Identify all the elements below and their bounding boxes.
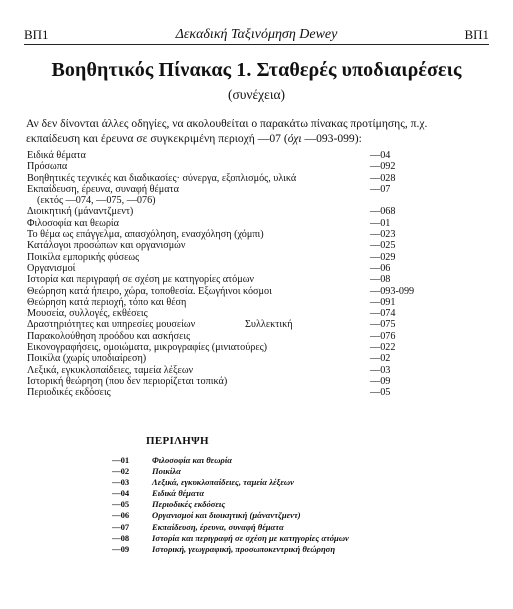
- table-row: [27, 365, 447, 376]
- table-row: [27, 274, 447, 285]
- summary-code: —07: [112, 521, 130, 532]
- entry-text: Μουσεία, συλλογές, εκθέσεις: [27, 308, 148, 320]
- entry-text: Εκπαίδευση, έρευνα, συναφή θέματα: [27, 183, 179, 195]
- table-row: [27, 286, 447, 297]
- entry-text: Οργανισμοί: [27, 262, 76, 274]
- summary-code: —09: [112, 543, 130, 554]
- summary-code: —03: [112, 477, 130, 488]
- entry-text: Περιοδικές εκδόσεις: [27, 387, 111, 399]
- entry-code: —092: [370, 161, 396, 173]
- summary-desc: Ποικίλα: [152, 466, 181, 477]
- entry-code: —01: [370, 217, 391, 229]
- summary-code: —02: [112, 466, 130, 477]
- table-row: [27, 331, 447, 342]
- entry-text: (εκτός —074, —075, —076): [37, 195, 156, 207]
- intro-line-2-italic: όχι: [287, 132, 302, 145]
- summary-desc: Φιλοσοφία και θεωρία: [152, 455, 232, 465]
- entry-text: Ιστορία και περιγραφή σε σχέση με κατηγορίες ατόμων: [27, 274, 255, 286]
- summary-desc: Ιστορική, γεωγραφική, προσωποκεντρική θεώρηση: [152, 543, 336, 554]
- summary-desc: Ειδικά θέματα: [152, 488, 205, 499]
- entry-text: Θεώρηση κατά ήπειρο, χώρα, τοποθεσία. Εξωγήινοι κόσμοι: [27, 285, 272, 297]
- table-row: [27, 376, 447, 387]
- table-row: [27, 173, 447, 184]
- table-row: [27, 263, 447, 274]
- entry-text: Κατάλογοι προσώπων και οργανισμών: [27, 240, 186, 252]
- entry-code: —075: [370, 319, 396, 331]
- entry-code: —093-099: [370, 285, 415, 297]
- page-title: Βοηθητικός Πίνακας 1. Σταθερές υποδιαιρέσεις: [51, 59, 462, 81]
- table-row: [27, 150, 447, 161]
- table-row: [27, 161, 447, 172]
- entry-code: —02: [370, 353, 391, 365]
- entry-code: —06: [370, 262, 391, 274]
- entry-code: —07: [370, 183, 391, 195]
- entry-note: Συλλεκτική: [245, 319, 293, 331]
- intro-line-2-start: εκπαίδευση και έρευνα σε συγκεκριμένη περιοχή —07 (: [26, 132, 288, 145]
- entry-code: —08: [370, 274, 391, 286]
- summary-code: —08: [112, 532, 130, 543]
- running-header: [24, 27, 489, 43]
- header-left-code: ΒΠ1: [24, 27, 49, 42]
- entry-code: —028: [370, 172, 396, 184]
- entry-text: Διοικητική (μάναντζμεντ): [27, 206, 134, 218]
- summary-desc: Λεξικά, εγκυκλοπαίδειες, ταμεία λέξεων: [152, 477, 294, 488]
- summary-title: ΠΕΡΙΛΗΨΗ: [146, 435, 209, 447]
- page-subtitle: (συνέχεια): [227, 87, 286, 102]
- intro-paragraph: [26, 116, 496, 146]
- entry-code: —068: [370, 206, 396, 218]
- intro-line-1: Αν δεν δίνονται άλλες οδηγίες, να ακολουθείται ο παρακάτω πίνακας προτίμησης, π.χ.: [26, 117, 428, 130]
- entry-code: —04: [370, 150, 391, 161]
- entry-code: —091: [370, 296, 396, 308]
- table-row: [27, 195, 447, 206]
- entry-code: —074: [370, 308, 396, 320]
- entry-text: Βοηθητικές τεχνικές και διαδικασίες· σύνεργα, εξοπλισμός, υλικά: [27, 172, 297, 184]
- preference-table: [27, 150, 447, 399]
- table-row: [27, 353, 447, 364]
- entry-text: Ειδικά θέματα: [27, 150, 86, 161]
- entry-text: Θεώρηση κατά περιοχή, τόπο και θέση: [27, 296, 187, 308]
- table-row: [27, 229, 447, 240]
- header-rule: [24, 44, 489, 45]
- entry-code: —029: [370, 251, 396, 263]
- table-row: [27, 218, 447, 229]
- summary-code: —05: [112, 499, 130, 510]
- header-title: Δεκαδική Ταξινόμηση Dewey: [175, 27, 338, 42]
- entry-text: Εικονογραφήσεις, ομοιώματα, μικρογραφίες (μινιατούρες): [27, 342, 268, 354]
- entry-code: —09: [370, 375, 391, 387]
- entry-code: —05: [370, 387, 391, 399]
- header-right-code: ΒΠ1: [464, 27, 489, 42]
- entry-text: Ποικίλα (χωρίς υποδιαίρεση): [27, 353, 147, 365]
- entry-code: —025: [370, 240, 396, 252]
- entry-code: —076: [370, 330, 396, 342]
- entry-text: Παρακολούθηση προόδου και ασκήσεις: [27, 330, 191, 342]
- entry-text: Το θέμα ως επάγγελμα, απασχόληση, ενασχόληση (χόμπι): [27, 229, 264, 241]
- entry-code: —03: [370, 364, 391, 376]
- entry-text: Δραστηριότητες και υπηρεσίες μουσείων: [27, 319, 196, 331]
- entry-code: —022: [370, 342, 396, 354]
- table-row: [27, 308, 447, 319]
- table-row: [27, 319, 447, 330]
- table-row: [27, 252, 447, 263]
- summary-code: —04: [112, 488, 130, 499]
- table-row: [27, 387, 447, 398]
- entry-text: Πρόσωπα: [27, 161, 68, 173]
- table-row: [27, 342, 447, 353]
- summary-desc: Περιοδικές εκδόσεις: [152, 499, 226, 510]
- entry-text: Φιλοσοφία και θεωρία: [27, 217, 120, 229]
- table-row: [27, 297, 447, 308]
- summary-desc: Ιστορία και περιγραφή σε σχέση με κατηγορίες ατόμων: [152, 532, 349, 543]
- summary-code: —01: [112, 455, 130, 465]
- entry-text: Ιστορική θεώρηση (που δεν περιορίζεται τοπικά): [27, 375, 228, 387]
- summary-code: —06: [112, 510, 130, 521]
- table-row: [27, 206, 447, 217]
- table-row: [27, 184, 447, 195]
- intro-line-2-end: —093-099):: [301, 132, 362, 145]
- summary-desc: Εκπαίδευση, έρευνα, συναφή θέματα: [152, 521, 284, 532]
- summary-desc: Οργανισμοί και διοικητική (μάναντζμεντ): [152, 510, 301, 521]
- entry-code: —023: [370, 229, 396, 241]
- entry-text: Λεξικά, εγκυκλοπαίδειες, ταμεία λέξεων: [27, 364, 194, 376]
- entry-text: Ποικίλα εμπορικής φύσεως: [27, 251, 140, 263]
- table-row: [27, 240, 447, 251]
